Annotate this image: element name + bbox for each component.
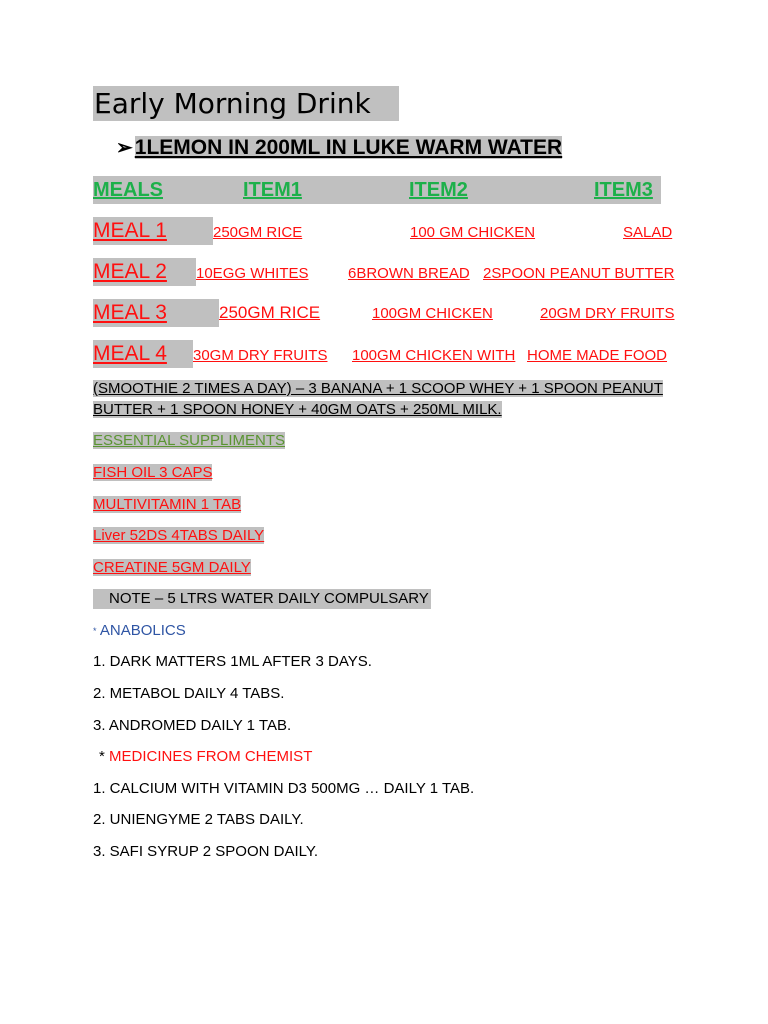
meal-item1: 250GM RICE — [213, 224, 303, 241]
meal-item2: 100GM CHICKEN WITH — [352, 347, 516, 364]
supplements-heading: ESSENTIAL SUPPLIMENTS — [93, 432, 285, 449]
meal-name: MEAL 2 — [93, 258, 196, 286]
header-item2: ITEM2 — [409, 179, 468, 201]
supplement-item: Liver 52DS 4TABS DAILY — [93, 527, 265, 544]
lemon-text: 1LEMON IN 200ML IN LUKE WARM WATER — [134, 136, 563, 159]
medicine-item: 3. SAFI SYRUP 2 SPOON DAILY. — [93, 843, 319, 860]
smoothie-paragraph — [93, 378, 677, 420]
meal-item1: 10EGG WHITES — [196, 265, 309, 282]
medicine-item: 1. CALCIUM WITH VITAMIN D3 500MG … DAILY 1 TAB. — [93, 780, 475, 797]
meal-name: MEAL 3 — [93, 299, 219, 327]
header-item3: ITEM3 — [594, 179, 653, 201]
meal-item3: SALAD — [623, 224, 673, 241]
meal-item3: 20GM DRY FRUITS — [540, 305, 675, 322]
smoothie-line-1: (SMOOTHIE 2 TIMES A DAY) – 3 BANANA + 1 SCOOP WHEY + 1 SPOON PEANUT — [93, 380, 663, 397]
meal-item1: 30GM DRY FRUITS — [193, 347, 328, 364]
meal-item1: 250GM RICE — [219, 303, 321, 322]
meal-item2: 100 GM CHICKEN — [410, 224, 536, 241]
meal-row — [93, 258, 675, 286]
smoothie-line-2: BUTTER + 1 SPOON HONEY + 40GM OATS + 250ML MILK. — [93, 401, 502, 418]
meal-row — [93, 299, 675, 327]
supplement-item: MULTIVITAMIN 1 TAB — [93, 496, 242, 513]
meal-item3: 2SPOON PEANUT BUTTER — [483, 265, 675, 282]
meal-item2: 100GM CHICKEN — [372, 305, 493, 322]
medicines-heading: * MEDICINES FROM CHEMIST — [99, 748, 313, 765]
page-title: Early Morning Drink — [93, 86, 399, 121]
header-meals: MEALS — [93, 179, 163, 201]
anabolics-heading: * ANABOLICS — [93, 622, 186, 639]
meal-name: MEAL 1 — [93, 217, 213, 245]
water-note: NOTE – 5 LTRS WATER DAILY COMPULSARY — [93, 589, 431, 609]
anabolic-item: 2. METABOL DAILY 4 TABS. — [93, 685, 285, 702]
medicine-item: 2. UNIENGYME 2 TABS DAILY. — [93, 811, 304, 828]
supplement-item: FISH OIL 3 CAPS — [93, 464, 213, 481]
bullet-icon: * — [93, 626, 97, 636]
meal-row — [93, 340, 675, 368]
header-item1: ITEM1 — [243, 179, 302, 201]
meal-item3: HOME MADE FOOD — [527, 347, 668, 364]
supplement-item: CREATINE 5GM DAILY — [93, 559, 251, 576]
meals-header-row — [93, 176, 661, 204]
anabolic-item: 3. ANDROMED DAILY 1 TAB. — [93, 717, 292, 734]
bullet-icon: * — [99, 748, 105, 765]
meal-name: MEAL 4 — [93, 340, 193, 368]
lemon-line — [116, 134, 562, 162]
meal-item2: 6BROWN BREAD — [348, 265, 470, 282]
meal-row — [93, 217, 675, 245]
arrow-bullet-icon: ➢ — [116, 137, 133, 159]
anabolic-item: 1. DARK MATTERS 1ML AFTER 3 DAYS. — [93, 653, 372, 670]
